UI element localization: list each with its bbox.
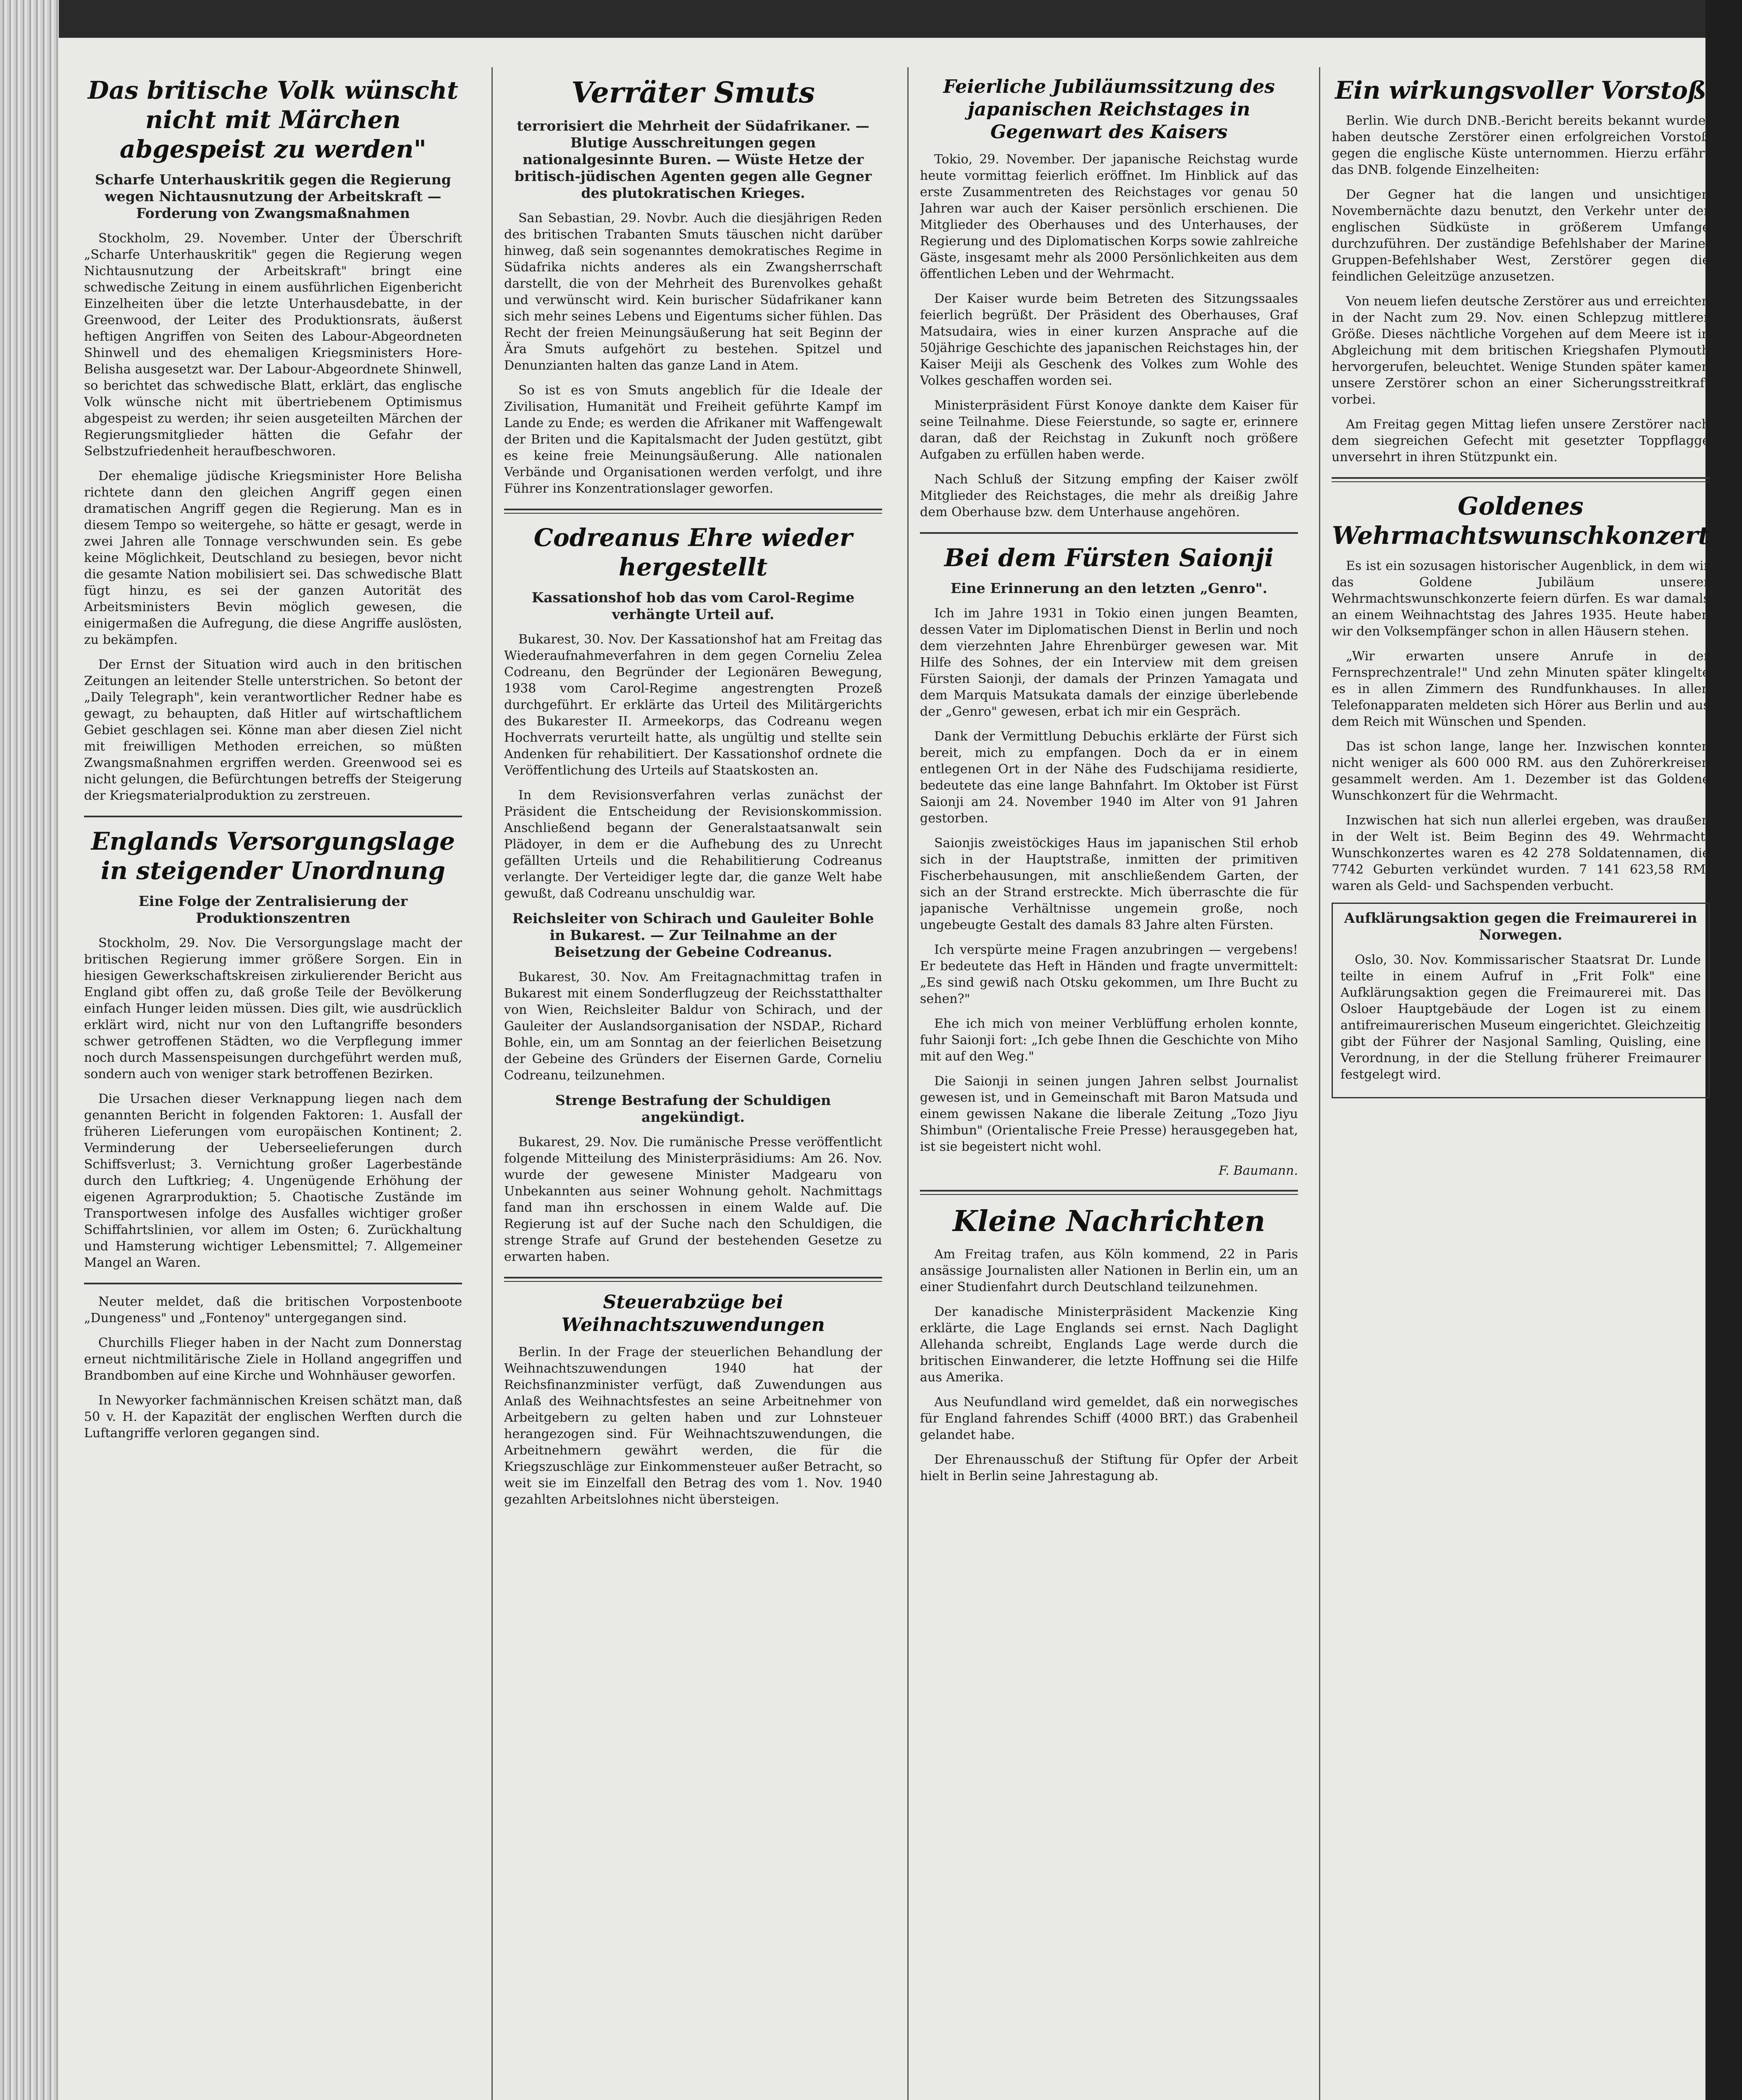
column-rule [491, 67, 493, 2100]
article-paragraph: Nach Schluß der Sitzung empfing der Kaiser zwölf Mitglieder des Reichstages, die mehr als dreißig Jahre dem Oberhause bzw. dem Unterhause angehören. [920, 472, 1298, 520]
news-item: Neuter meldet, daß die britischen Vorpostenboote „Dungeness" und „Fontenoy" untergegangen sind. [84, 1294, 462, 1326]
article-paragraph: San Sebastian, 29. Novbr. Auch die diesjährigen Reden des britischen Trabanten Smuts täuschen nicht darüber hinweg, daß sein sogenanntes demokratisches Regime in Südafrika nichts anderes als ein Zwangsherrschaft darstellt, die von der Mehrheit des Burenvolkes gehaßt und verwünscht wird. Kein burischer Südafrikaner kann sich mehr seines Lebens und Eigentums sicher fühlen. Das Recht der freien Meinungsäußerung hat seit Beginn der Ära Smuts aufgehört zu bestehen. Spitzel und Denunzianten halten das ganze Land in Atem. [504, 211, 882, 373]
article-headline: Englands Versorgungslage in steigender Unordnung [91, 827, 455, 885]
article-paragraph: Oslo, 30. Nov. Kommissarischer Staatsrat Dr. Lunde teilte in einem Aufruf in „Frit Folk" eine Aufklärungsaktion gegen die Freimaurerei mit. Das Osloer Hauptgebäude der Logen ist zu einem antifreimaurerischen Museum eingerichtet. Gleichzeitig gibt der Führer der Nasjonal Samling, Quisling, eine Verordnung, in der die Stellung früherer Freimaurer festgelegt wird. [1340, 953, 1701, 1082]
article-subheadline: Eine Erinnerung an den letzten „Genro". [950, 580, 1268, 596]
article-paragraph: Ich verspürte meine Fragen anzubringen — vergebens! Er bedeutete das Heft in Händen und fragte unvermittelt: „Es sind gewiß nach Otsku gekommen, um Ihre Bucht zu sehen?" [920, 942, 1298, 1006]
article-paragraph: Es ist ein sozusagen historischer Augenblick, in dem wir das Goldene Jubiläum unserer Wehrmachtswunschkonzerte feiern dürfen. Es war damals an einem Weihnachtstag des Jahres 1935. Heute haben wir den Volksempfänger schon in allen Häusern stehen. [1332, 559, 1710, 639]
article-paragraph: Dank der Vermittlung Debuchis erklärte der Fürst sich bereit, mich zu empfangen. Doch da er in einem entlegenen Ort in der Nähe des Fudschijama residierte, bedeutete das eine lange Bahnfahrt. Im Oktober ist Fürst Saionji am 24. November 1940 im Alter von 91 Jahren gestorben. [920, 729, 1298, 826]
article-paragraph: Ministerpräsident Fürst Konoye dankte dem Kaiser für seine Teilnahme. Diese Feierstunde, so sagte er, erinnere daran, daß der Reichstag in Zukunft noch größere Aufgaben zu erfüllen haben werde. [920, 398, 1298, 462]
article-subheadline: Aufklärungsaktion gegen die Freimaurerei in Norwegen. [1344, 910, 1697, 943]
article-paragraph: Der Kaiser wurde beim Betreten des Sitzungssaales feierlich begrüßt. Der Präsident des Oberhauses, Graf Matsudaira, wies in einer kurzen Ansprache auf die 50jährige Geschichte des japanischen Reichstages hin, der Kaiser Meiji als Geschenk des Volkes zum Wohle des Volkes geschaffen worden sei. [920, 291, 1298, 388]
column-1 [84, 71, 462, 2100]
boxed-notice [1332, 903, 1710, 1098]
divider [84, 816, 462, 817]
column-rule [1319, 67, 1320, 2100]
article-subheadline: Reichsleiter von Schirach und Gauleiter Bohle in Bukarest. — Zur Teilnahme an der Beisetzung der Gebeine Codreanus. [512, 910, 874, 960]
article-paragraph: Inzwischen hat sich nun allerlei ergeben, was draußen in der Welt ist. Beim Beginn des 49. Wehrmacht-Wunschkonzertes waren es 42 278 Soldatennamen, die 7742 Geburten verkündet wurden. 7 141 623,58 RM. waren als Geld- und Sachspenden verbucht. [1332, 813, 1710, 893]
article-paragraph: Die Saionji in seinen jungen Jahren selbst Journalist gewesen ist, und in Gemeinschaft mit Baron Matsuda und einem gewissen Nakane die liberale Zeitung „Tozo Jiyu Shimbun" (Orientalische Freie Presse) herausgegeben hat, ist sie begeistert nicht wohl. [920, 1074, 1298, 1154]
article-subheadline: Scharfe Unterhauskritik gegen die Regierung wegen Nichtausnutzung der Arbeitskraft — Forderung von Zwangsmaßnahmen [95, 171, 451, 221]
article-headline: Codreanus Ehre wieder hergestellt [533, 523, 853, 581]
article-headline: Verräter Smuts [571, 76, 815, 110]
article-headline: Feierliche Jubiläumssitzung des japanischen Reichstages in Gegenwart des Kaisers [943, 76, 1275, 143]
column-rule [907, 67, 909, 2100]
article-subheadline: Eine Folge der Zentralisierung der Produktionszentren [138, 893, 408, 926]
article-paragraph: Der ehemalige jüdische Kriegsminister Hore Belisha richtete dann den gleichen Angriff gegen einen dramatischen Angriff gegen die Regierung. Man es in diesem Tempo so weitergehe, so hätte er gesagt, werde in zwei Jahren alle Tonnage verschwunden sein. Es gebe keine Möglichkeit, Deutschland zu besiegen, bevor nicht die gesamte Nation mobilisiert sei. Das schwedische Blatt fügt hinzu, es sei der ganzen Autorität des Arbeitsministers Bevin möglich gewesen, die einigermaßen die Aufregung, die diese Angriffe auslösten, zu bekämpfen. [84, 469, 462, 647]
article-headline: Goldenes Wehrmachtswunschkonzert [1332, 492, 1710, 550]
divider [920, 532, 1298, 534]
news-item: Churchills Flieger haben in der Nacht zum Donnerstag erneut nichtmilitärische Ziele in Holland angegriffen und Brandbomben auf eine Kirche und Wohnhäuser geworfen. [84, 1336, 462, 1383]
article-paragraph: Berlin. In der Frage der steuerlichen Behandlung der Weihnachtszuwendungen 1940 hat der Reichsfinanzminister verfügt, daß Zuwendungen aus Anlaß des Weihnachtsfestes an seine Arbeitnehmer von Arbeitgebern zu gelten haben und zur Lohnsteuer herangezogen sind. Für Weihnachtszuwendungen, die Arbeitnehmern gewährt werden, die für die Kriegszuschläge zur Einkommensteuer außer Betracht, so weit sie im Einzelfall den Betrag des vom 1. Nov. 1940 gezahlten Arbeitslohnes nicht übersteigen. [504, 1345, 882, 1507]
article-paragraph: Ehe ich mich von meiner Verblüffung erholen konnte, fuhr Saionji fort: „Ich gebe Ihnen die Geschichte von Miho mit auf den Weg." [920, 1016, 1298, 1064]
article-subheadline: Kassationshof hob das vom Carol-Regime verhängte Urteil auf. [531, 589, 855, 622]
scan-background [1705, 0, 1742, 2100]
article-paragraph: Stockholm, 29. November. Unter der Überschrift „Scharfe Unterhauskritik" gegen die Regierung wegen Nichtausnutzung der Arbeitskraft" bringt eine schwedische Zeitung in einem ausführlichen Eigenbericht Einzelheiten über die letzte Unterhausdebatte, in der Greenwood, der Leiter des Produktionsrats, äußerst heftigen Angriffen von Seiten des Labour-Abgeordneten Shinwell und des ehemaligen Kriegsministers Hore-Belisha ausgesetzt war. Der Labour-Abgeordnete Shinwell, so berichtet das schwedische Blatt, erklärt, das englische Volk wünsche nicht mit übertriebenem Optimismus abgespeist zu werden; ihr seien ausgeteilten Märchen der Regierungsmitglieder hätten die Gefahr der Selbstzufriedenheit heraufbeschworen. [84, 231, 462, 459]
article-subheadline: terrorisiert die Mehrheit der Südafrikaner. — Blutige Ausschreitungen gegen nationalgesinnte Buren. — Wüste Hetze der britisch-jüdischen Agenten gegen alle Gegner des plutokratischen Krieges. [514, 118, 872, 201]
news-item: Aus Neufundland wird gemeldet, daß ein norwegisches für England fahrendes Schiff (4000 BRT.) das Grabenheil gelandet habe. [920, 1395, 1298, 1442]
article-paragraph: Der Ernst der Situation wird auch in den britischen Zeitungen an leitender Stelle unterstrichen. So betont der „Daily Telegraph", kein verantwortlicher Redner habe es gewagt, zu behaupten, daß Hitler auf wirtschaftlichem Gebiet geschlagen sei. Könne man aber diesen Ziel nicht mit freiwilligen Methoden erreichen, so müßten Zwangsmaßnahmen ergriffen werden. Greenwood sei es nicht gelungen, die Befürchtungen betreffs der Steigerung der Kriegsmaterialproduktion zu zerstreuen. [84, 657, 462, 803]
article-paragraph: Bukarest, 29. Nov. Die rumänische Presse veröffentlicht folgende Mitteilung des Ministerpräsidiums: Am 26. Nov. wurde der gewesene Minister Madgearu von Unbekannten aus seiner Wohnung geholt. Nachmittags fand man ihn erschossen in einem Walde auf. Die Regierung ist auf der Suche nach den Schuldigen, die strenge Strafe auf Grund der bestehenden Gesetze zu erwarten haben. [504, 1135, 882, 1264]
divider [1332, 477, 1710, 482]
article-paragraph: So ist es von Smuts angeblich für die Ideale der Zivilisation, Humanität und Freiheit geführte Kampf im Lande zu Ende; es werden die Afrikaner mit Waffengewalt der Briten und die Kapitalsmacht der Juden gestützt, gibt es keine freie Meinungsäußerung. Alle nationalen Verbände und Organisationen werden verfolgt, und ihre Führer ins Konzentrationslager geworfen. [504, 383, 882, 496]
column-2 [504, 71, 882, 2100]
article-paragraph: Tokio, 29. November. Der japanische Reichstag wurde heute vormittag feierlich eröffnet. Im Hinblick auf das erste Zusammentreten des Reichstages vor genau 50 Jahren war auch der Kaiser persönlich erschienen. Die Mitglieder des Oberhauses und des Unterhauses, der Regierung und des Diplomatischen Korps sowie zahlreiche Gäste, insgesamt mehr als 2000 Persönlichkeiten aus dem öffentlichen Leben und der Wehrmacht. [920, 152, 1298, 281]
article-headline: Bei dem Fürsten Saionji [944, 543, 1274, 572]
divider [504, 509, 882, 514]
article-paragraph: In dem Revisionsverfahren verlas zunächst der Präsident die Entscheidung der Revisionskommission. Anschließend begann der Generalstaatsanwalt sein Plädoyer, in dem er die Aufhebung des zu Unrecht gefällten Urteils und die Rehabilitierung Codreanus verlangte. Der Verteidiger legte dar, die ganze Welt habe gewußt, daß Codreanu unschuldig war. [504, 788, 882, 901]
article-paragraph: Bukarest, 30. Nov. Der Kassationshof hat am Freitag das Wiederaufnahmeverfahren in dem gegen Corneliu Zelea Codreanu, den Begründer der Legionären Bewegung, 1938 vom Carol-Regime angestrengten Prozeß durchgeführt. Er erklärte das Urteil des Militärgerichts des Bukarester II. Armeekorps, das Codreanu wegen Hochverrats verurteilt hatte, als ungültig und stellte sein Andenken für rehabilitiert. Der Kassationshof ordnete die Veröffentlichung des Urteils auf Staatskosten an. [504, 632, 882, 778]
article-paragraph: Berlin. Wie durch DNB.-Bericht bereits bekannt wurde, haben deutsche Zerstörer einen erfolgreichen Vorstoß gegen die englische Küste unternommen. Hierzu erfährt das DNB. folgende Einzelheiten: [1332, 113, 1710, 177]
article-headline: Das britische Volk wünscht nicht mit Märchen abgespeist zu werden" [88, 76, 458, 163]
article-paragraph: Das ist schon lange, lange her. Inzwischen konnten nicht weniger als 600 000 RM. aus den Zuhörerkreisen gesammelt werden. Am 1. Dezember ist das Goldene Wunschkonzert für die Wehrmacht. [1332, 739, 1710, 803]
article-paragraph: Von neuem liefen deutsche Zerstörer aus und erreichten in der Nacht zum 29. Nov. einen Schlepzug mittlerer Größe. Dieses nächtliche Vorgehen auf dem Meere ist in Abgleichung mit dem britischen Kriegshafen Plymouth hervorgerufen, beleuchtet. Wenige Stunden später kamen unsere Zerstörer schon an einer Sicherungsstreitkraft vorbei. [1332, 294, 1710, 407]
divider [84, 1283, 462, 1284]
article-paragraph: Am Freitag gegen Mittag liefen unsere Zerstörer nach dem siegreichen Gefecht mit gesetzter Toppflagge unversehrt in ihren Stützpunkt ein. [1332, 417, 1710, 465]
news-item: Am Freitag trafen, aus Köln kommend, 22 in Paris ansässige Journalisten aller Nationen in Berlin ein, um an einer Studienfahrt durch Deutschland teilzunehmen. [920, 1247, 1298, 1294]
article-paragraph: „Wir erwarten unsere Anrufe in der Fernsprechzentrale!" Und zehn Minuten später klingelte es in allen Zimmern des Rundfunkhauses. In allen Telefonapparaten meldeten sich Hörer aus Berlin und aus dem Reich mit Wünschen und Spenden. [1332, 649, 1710, 729]
section-headline: Kleine Nachrichten [952, 1205, 1266, 1238]
author-signature: F. Baumann. [1219, 1163, 1298, 1178]
article-paragraph: Stockholm, 29. Nov. Die Versorgungslage macht der britischen Regierung immer größere Sorgen. Ein in hiesigen Gewerkschaftskreisen zirkulierender Bericht aus England gibt offen zu, daß große Teile der Bevölkerung einfach Hunger leiden müssen. Dies gilt, wie ausdrücklich erklärt wird, nicht nur von den Luftangriffe besonders schwer getroffenen Städten, wo die Verpflegung immer noch durch Massenspeisungen durchgeführt werden muß, sondern auch von weniger stark betroffenen Bezirken. [84, 936, 462, 1082]
article-paragraph: Die Ursachen dieser Verknappung liegen nach dem genannten Bericht in folgenden Faktoren: 1. Ausfall der früheren Lieferungen vom europäischen Kontinent; 2. Verminderung der Ueberseelieferungen durch Schiffsverlust; 3. Vernichtung großer Lagerbestände durch den Luftkrieg; 4. Ungenügende Erhöhung der eigenen Agrarproduktion; 5. Chaotische Zustände im Transportwesen infolge des Ausfalles wichtiger großer Schiffahrtslinien, vor allem im Osten; 6. Zurückhaltung und Hamsterung wichtiger Lebensmittel; 7. Allgemeiner Mangel an Waren. [84, 1092, 462, 1270]
article-paragraph: Saionjis zweistöckiges Haus im japanischen Stil erhob sich in der Hauptstraße, inmitten der primitiven Fischerbehausungen, mit anschließendem Garten, der sich an der Strand erstreckte. Mich überraschte die für japanische Verhältnisse ungemein große, noch ungebeugte Gestalt des damals 83 Jahre alten Fürsten. [920, 836, 1298, 932]
column-3 [920, 71, 1298, 2100]
news-item: Der kanadische Ministerpräsident Mackenzie King erklärte, die Lage Englands sei ernst. Nach Daglight Allehanda schreibt, Englands Lage werde durch die britischen Einwanderer, die letzte Hoffnung sei die Hilfe aus Amerika. [920, 1305, 1298, 1385]
divider [920, 1190, 1298, 1195]
article-paragraph: Der Gegner hat die langen und unsichtigen Novembernächte dazu benutzt, den Verkehr unter der englischen Südküste in größerem Umfange durchzuführen. Der zuständige Befehlshaber der Marine-Gruppen-Befehlshaber West, Zerstörer gegen die feindlichen Geleitzüge anzusetzen. [1332, 187, 1710, 284]
article-paragraph: Ich im Jahre 1931 in Tokio einen jungen Beamten, dessen Vater im Diplomatischen Dienst in Berlin und noch dem vierzehnten Jahre Ehrenbürger gewesen war. Mit Hilfe des Sohnes, der ein Interview mit dem greisen Fürsten Saionji, der damals der Prinzen Yamagata und dem Marquis Matsukata damals der einzige überlebende der „Genro" gewesen, erbat ich mir ein Gespräch. [920, 606, 1298, 719]
column-4 [1332, 71, 1710, 2100]
article-headline: Ein wirkungsvoller Vorstoß [1335, 76, 1707, 105]
article-paragraph: Bukarest, 30. Nov. Am Freitagnachmittag trafen in Bukarest mit einem Sonderflugzeug der Reichsstatthalter von Wien, Reichsleiter Baldur von Schirach, und der Gauleiter der Auslandsorganisation der NSDAP., Richard Bohle, ein, um am Sonntag an der feierlichen Beisetzung der Gebeine des Gründers der Eisernen Garde, Corneliu Codreanu, teilzunehmen. [504, 970, 882, 1083]
news-item: Der Ehrenausschuß der Stiftung für Opfer der Arbeit hielt in Berlin seine Jahrestagung ab. [920, 1452, 1298, 1483]
book-page-edges [0, 0, 59, 2100]
news-item: In Newyorker fachmännischen Kreisen schätzt man, daß 50 v. H. der Kapazität der englischen Werften durch die Luftangriffe verloren gegangen sind. [84, 1393, 462, 1441]
article-subheadline: Strenge Bestrafung der Schuldigen angekündigt. [555, 1092, 831, 1125]
article-headline: Steuerabzüge bei Weihnachtszuwendungen [561, 1292, 825, 1336]
divider [504, 1277, 882, 1282]
